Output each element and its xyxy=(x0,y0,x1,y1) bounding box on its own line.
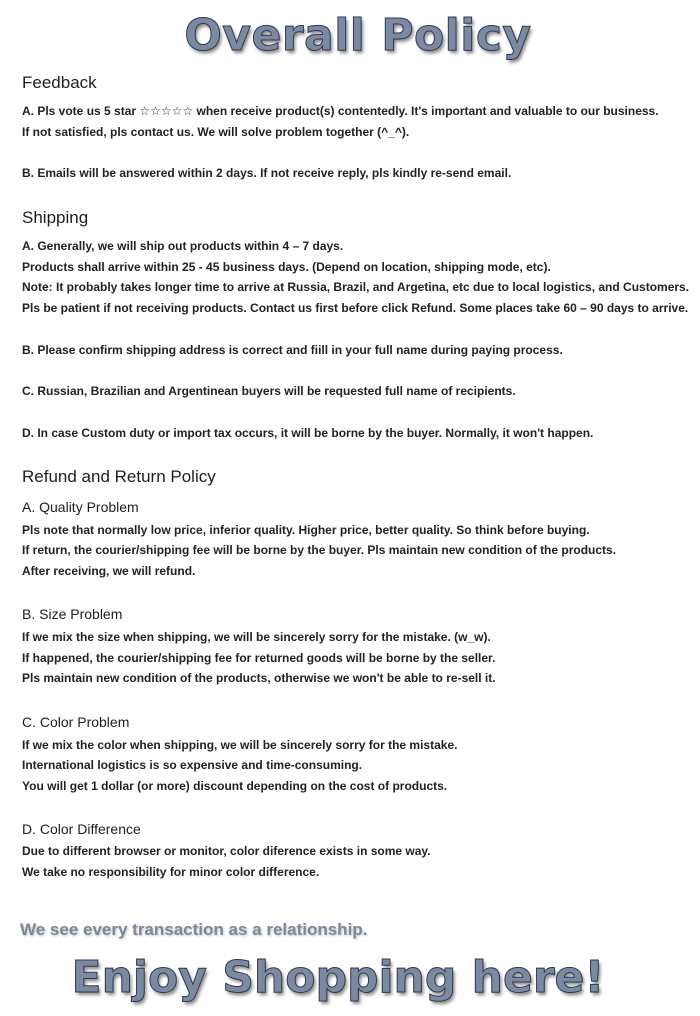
size-line-1: If we mix the size when shipping, we will be sincerely sorry for the mistake. (w_w). xyxy=(22,630,491,644)
size-line-3: Pls maintain new condition of the products, otherwise we won't be able to re-sell it. xyxy=(22,671,496,685)
shipping-line-a1: A. Generally, we will ship out products within 4 – 7 days. xyxy=(22,239,344,253)
shipping-line-b: B. Please confirm shipping address is correct and fiill in your full name during paying process. xyxy=(22,343,563,357)
color-problem-heading: C. Color Problem xyxy=(22,714,130,730)
quality-problem-heading: A. Quality Problem xyxy=(22,499,139,515)
tagline: We see every transaction as a relationship. xyxy=(20,920,368,939)
color-line-1: If we mix the color when shipping, we will be sincerely sorry for the mistake. xyxy=(22,738,458,752)
size-problem-heading: B. Size Problem xyxy=(22,606,123,622)
shipping-line-a2: Products shall arrive within 25 - 45 business days. (Depend on location, shipping mode, etc). xyxy=(22,260,551,274)
shipping-line-c: C. Russian, Brazilian and Argentinean buyers will be requested full name of recipients. xyxy=(22,384,516,398)
quality-line-2: If return, the courier/shipping fee will be borne by the buyer. Pls maintain new condition of the products. xyxy=(22,543,617,557)
footer-banner: Enjoy Shopping here! xyxy=(71,952,605,1003)
feedback-line-a1: A. Pls vote us 5 star ☆☆☆☆☆ when receive product(s) contentedly. It's important and valuable to our business. xyxy=(22,104,659,118)
difference-line-2: We take no responsibility for minor color difference. xyxy=(22,865,320,879)
quality-line-1: Pls note that normally low price, inferior quality. Higher price, better quality. So think before buying. xyxy=(22,523,590,537)
quality-line-3: After receiving, we will refund. xyxy=(22,564,196,578)
shipping-heading: Shipping xyxy=(22,208,89,227)
shipping-line-a4: Pls be patient if not receiving products. Contact us first before click Refund. Some places take 60 – 90 days to arrive. xyxy=(22,301,689,315)
difference-line-1: Due to different browser or monitor, color diference exists in some way. xyxy=(22,844,431,858)
shipping-line-a3: Note: It probably takes longer time to arrive at Russia, Brazil, and Argetina, etc due to local logistics, and Customers. xyxy=(22,280,690,294)
feedback-heading: Feedback xyxy=(22,73,97,92)
feedback-line-a2: If not satisfied, pls contact us. We will solve problem together (^_^). xyxy=(22,125,410,139)
feedback-line-b: B. Emails will be answered within 2 days. If not receive reply, pls kindly re-send email. xyxy=(22,166,512,180)
color-line-3: You will get 1 dollar (or more) discount depending on the cost of products. xyxy=(22,779,448,793)
color-difference-heading: D. Color Difference xyxy=(22,821,141,837)
color-line-2: International logistics is so expensive and time-consuming. xyxy=(22,758,363,772)
shipping-line-d: D. In case Custom duty or import tax occurs, it will be borne by the buyer. Normally, it won't happen. xyxy=(22,426,594,440)
size-line-2: If happened, the courier/shipping fee for returned goods will be borne by the seller. xyxy=(22,651,496,665)
refund-heading: Refund and Return Policy xyxy=(22,467,216,486)
page-title: Overall Policy xyxy=(184,10,532,61)
